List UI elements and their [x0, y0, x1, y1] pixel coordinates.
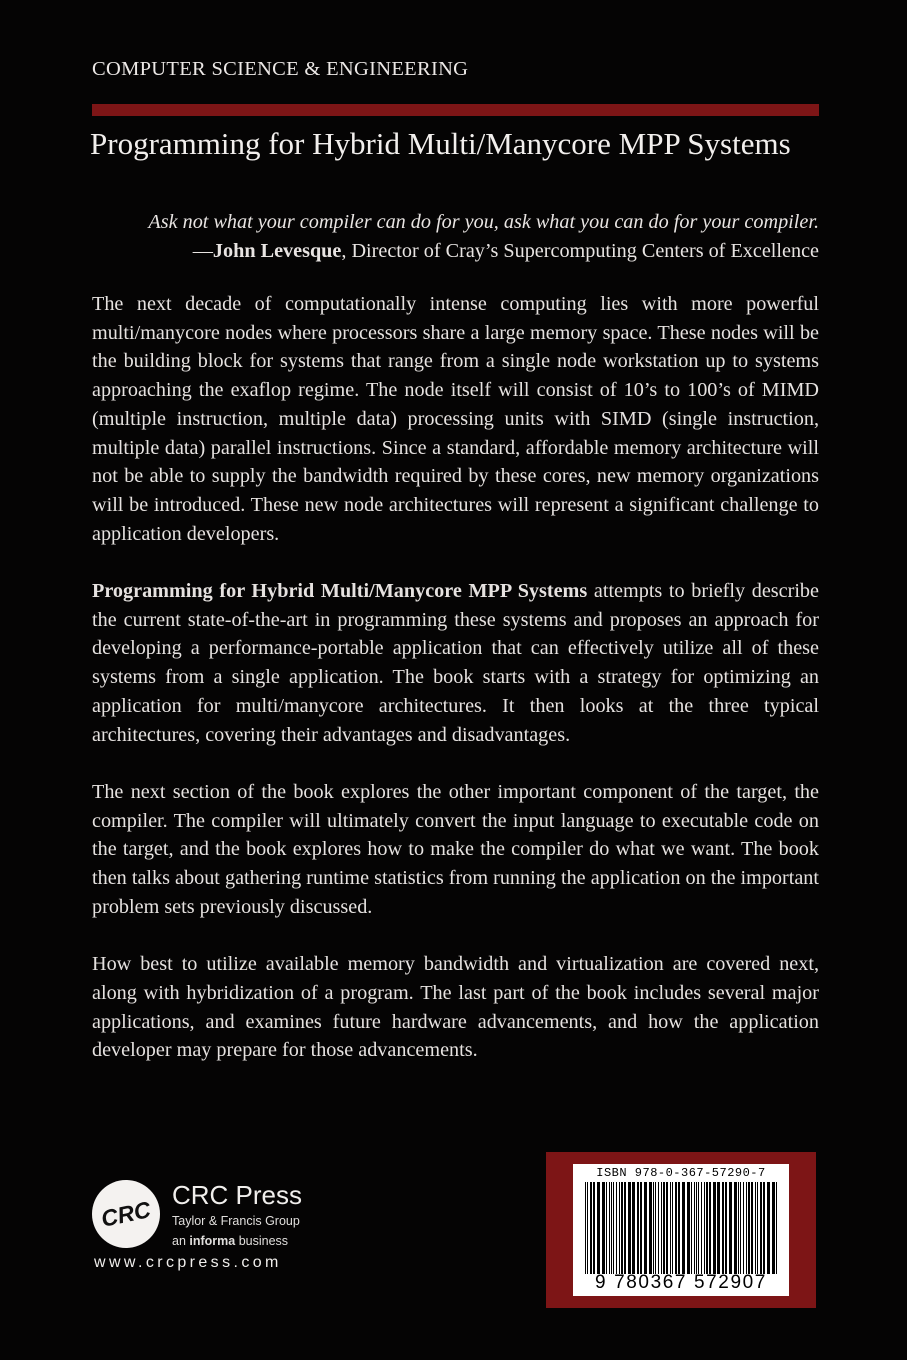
barcode-bar [624, 1182, 626, 1274]
barcode-bar [682, 1182, 685, 1274]
barcode-bar [772, 1182, 775, 1274]
barcode-bar [585, 1182, 586, 1274]
barcode-bar [672, 1182, 673, 1274]
barcode-frame [546, 1152, 816, 1308]
series-label: COMPUTER SCIENCE & ENGINEERING [92, 58, 469, 80]
publisher-name: CRC Press [172, 1180, 303, 1210]
quote-attribution [92, 237, 819, 266]
book-title: Programming for Hybrid Multi/Manycore MPP Systems [90, 126, 791, 161]
barcode-bar [590, 1182, 592, 1274]
barcode-bar [738, 1182, 739, 1274]
barcode-bar [767, 1182, 770, 1274]
barcode-bar [619, 1182, 620, 1274]
description [92, 290, 819, 1094]
barcode-bar [606, 1182, 607, 1274]
barcode-bar [748, 1182, 750, 1274]
barcode-bar [609, 1182, 610, 1274]
barcode-bar [704, 1182, 705, 1274]
barcode-bar [678, 1182, 680, 1274]
barcode-bar [587, 1182, 588, 1274]
barcode-bar [696, 1182, 697, 1274]
barcode-bar [675, 1182, 677, 1274]
barcode-bar [640, 1182, 642, 1274]
quote-text: Ask not what your compiler can do for you, ask what you can do for your compiler. [148, 211, 819, 233]
barcode-bar [746, 1182, 747, 1274]
isbn-label: ISBN 978-0-367-57290-7 [596, 1166, 766, 1180]
header-rule [92, 104, 819, 116]
barcode-bar [706, 1182, 708, 1274]
barcode-bar [658, 1182, 659, 1274]
barcode-bar [717, 1182, 720, 1274]
barcode-bar [691, 1182, 692, 1274]
barcode-bar [743, 1182, 744, 1274]
paragraph-2-title: Programming for Hybrid Multi/Manycore MPP Systems [92, 580, 588, 603]
barcode-bar [701, 1182, 702, 1274]
barcode [573, 1164, 789, 1296]
barcode-bar [729, 1182, 732, 1274]
barcode-bar [760, 1182, 762, 1274]
barcode-bar [628, 1182, 631, 1274]
barcode-bar [666, 1182, 668, 1274]
barcode-bar [709, 1182, 711, 1274]
barcode-bar [725, 1182, 727, 1274]
barcode-bar [734, 1182, 737, 1274]
barcode-bar [755, 1182, 756, 1274]
barcode-bar [644, 1182, 647, 1274]
paragraph-4: How best to utilize available memory bandwidth and virtualization are covered next, along with hybridization of a program. The last part of the book includes several major applications, and examines future hardware advancements, and how the application developer may prepare for those advancements. [92, 953, 819, 1062]
paragraph-1: The next decade of computationally intense computing lies with more powerful multi/manycore nodes where processors share a large memory space. These nodes will be the building block for systems that range from a single node workstation up to systems approaching the exaflop regime. The node itself will consist of 10’s to 100’s of MIMD (multiple instruction, multiple data) processing units with SIMD (single instruction, multiple data) parallel instructions. Since a standard, affordable memory architecture will not be able to supply the bandwidth required by these cores, new memory organizations will be introduced. These new node architectures will represent a significant challenge to application developers. [92, 293, 819, 545]
barcode-bar [616, 1182, 617, 1274]
barcode-bar [776, 1182, 777, 1274]
barcode-bar [611, 1182, 612, 1274]
barcode-bar [653, 1182, 654, 1274]
barcode-bars [583, 1182, 779, 1274]
barcode-bar [713, 1182, 716, 1274]
barcode-bar [763, 1182, 765, 1274]
barcode-bar [670, 1182, 671, 1274]
crc-logo-icon: CRC [92, 1180, 160, 1248]
quote-affiliation: , Director of Cray’s Supercomputing Centers of Excellence [341, 240, 819, 262]
barcode-bar [687, 1182, 690, 1274]
barcode-bar [655, 1182, 656, 1274]
barcode-bar [661, 1182, 662, 1274]
barcode-bar [621, 1182, 623, 1274]
barcode-bar [757, 1182, 758, 1274]
barcode-bar [663, 1182, 665, 1274]
barcode-bar [649, 1182, 652, 1274]
barcode-bar [698, 1182, 699, 1274]
barcode-bar [632, 1182, 635, 1274]
barcode-bar [593, 1182, 595, 1274]
paragraph-3: The next section of the book explores the other important component of the target, the compiler. The compiler will ultimately convert the input language to executable code on the target, and the book explores how to make the compiler do what we want. The book then talks about gathering runtime statistics from running the application on the important problem sets previously discussed. [92, 780, 819, 918]
epigraph [92, 208, 819, 266]
quote-dash: — [192, 240, 213, 262]
barcode-bar [637, 1182, 639, 1274]
publisher-business: an informa business [172, 1234, 289, 1248]
publisher-url: www.crcpress.com [94, 1254, 282, 1271]
barcode-bar [751, 1182, 753, 1274]
barcode-bar [740, 1182, 741, 1274]
isbn-digits: 9 780367 572907 [595, 1272, 767, 1293]
barcode-bar [694, 1182, 695, 1274]
barcode-bar [613, 1182, 614, 1274]
quote-author: John Levesque [212, 240, 342, 262]
paragraph-2 [92, 577, 819, 749]
paragraph-2-text: attempts to briefly describe the current state-of-the-art in programming these systems and proposes an approach for developing a performance-portable application that can effectively utilize all of these systems from a single application. The book starts with a strategy for optimizing an application for multi/manycore architectures. It then looks at the three typical architectures, covering their advantages and disadvantages. [92, 580, 819, 746]
barcode-bar [602, 1182, 605, 1274]
barcode-bar [597, 1182, 600, 1274]
barcode-bar [722, 1182, 724, 1274]
publisher-group: Taylor & Francis Group [172, 1214, 300, 1228]
